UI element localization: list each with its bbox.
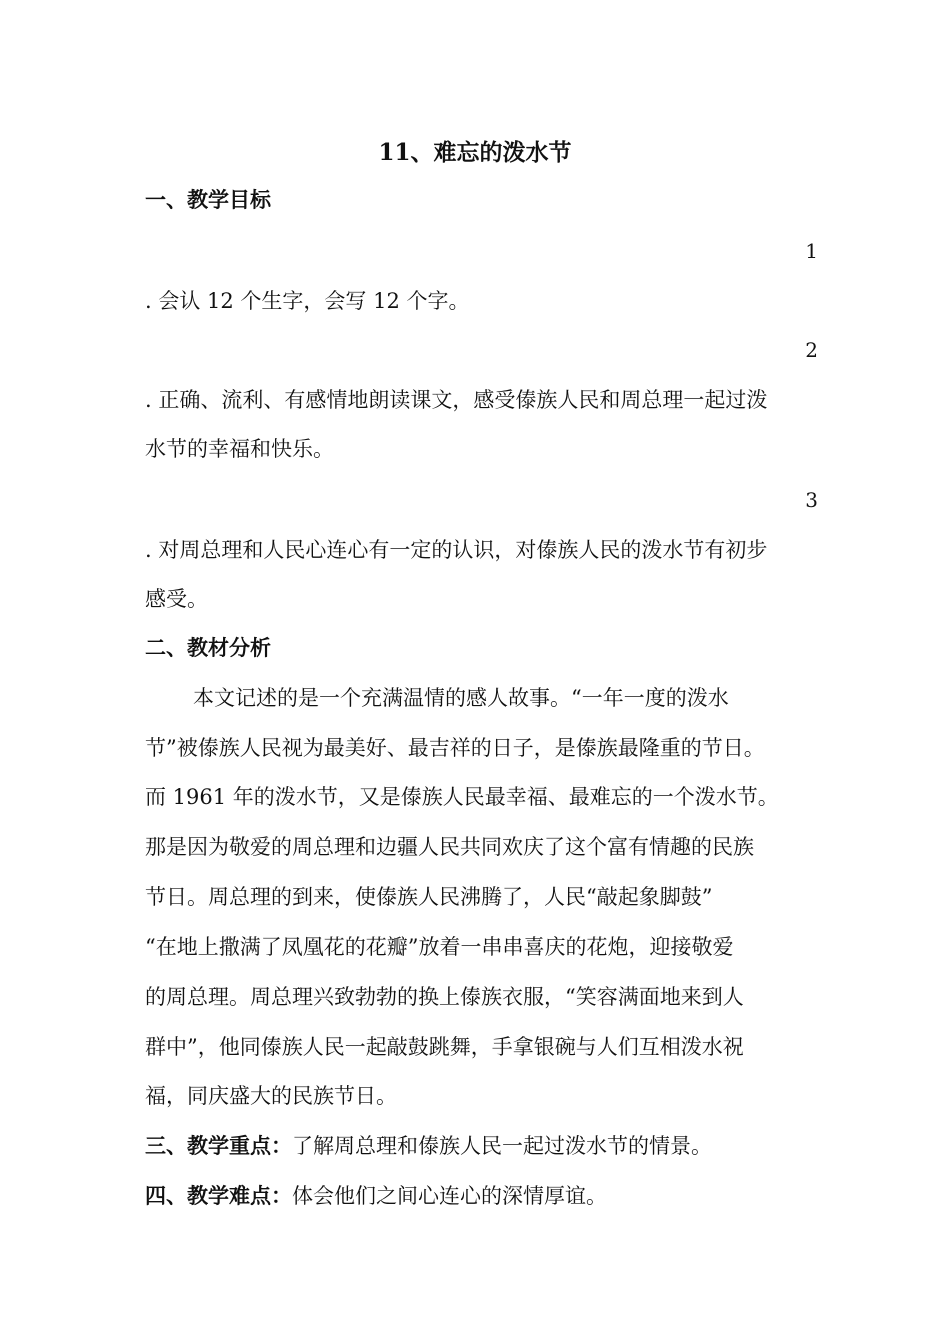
- analysis-line-4: 那是因为敬爱的周总理和边疆人民共同欢庆了这个富有情趣的民族: [145, 835, 754, 859]
- analysis-line-7: 的周总理。周总理兴致勃勃的换上傣族衣服，“笑容满面地来到人: [145, 985, 744, 1009]
- analysis-line-3: 而 1961 年的泼水节，又是傣族人民最幸福、最难忘的一个泼水节。: [145, 785, 779, 809]
- goal-3-line-2: 感受。: [145, 587, 208, 611]
- key-points-label: 三、教学重点：: [145, 1133, 292, 1158]
- analysis-line-8: 群中”，他同傣族人民一起敲鼓跳舞，手拿银碗与人们互相泼水祝: [145, 1035, 744, 1059]
- goal-1-line-1: . 会认 12 个生字，会写 12 个字。: [145, 289, 470, 313]
- difficulties-row: [145, 1178, 607, 1214]
- section-heading-material-analysis: 二、教材分析: [145, 635, 271, 660]
- goal-number-2: 2: [805, 338, 818, 362]
- analysis-line-9: 福，同庆盛大的民族节日。: [145, 1084, 397, 1108]
- analysis-line-6: “在地上撒满了凤凰花的花瓣”放着一串串喜庆的花炮，迎接敬爱: [145, 935, 734, 959]
- difficulties-text: 体会他们之间心连心的深情厚谊。: [292, 1184, 607, 1208]
- key-points-row: [145, 1128, 712, 1164]
- difficulties-label: 四、教学难点：: [145, 1183, 292, 1208]
- goal-3-line-1: . 对周总理和人民心连心有一定的认识，对傣族人民的泼水节有初步: [145, 538, 768, 562]
- goal-2-line-2: 水节的幸福和快乐。: [145, 437, 334, 461]
- analysis-line-2: 节”被傣族人民视为最美好、最吉祥的日子，是傣族最隆重的节日。: [145, 736, 765, 760]
- goal-number-1: 1: [805, 239, 818, 263]
- document-title: 11、难忘的泼水节: [378, 139, 572, 166]
- goal-2-line-1: . 正确、流利、有感情地朗读课文，感受傣族人民和周总理一起过泼: [145, 388, 768, 412]
- section-heading-teaching-goals: 一、教学目标: [145, 187, 271, 212]
- analysis-line-1: 本文记述的是一个充满温情的感人故事。“一年一度的泼水: [193, 686, 729, 710]
- analysis-line-5: 节日。周总理的到来，使傣族人民沸腾了，人民“敲起象脚鼓”: [145, 885, 713, 909]
- goal-number-3: 3: [805, 488, 818, 512]
- key-points-text: 了解周总理和傣族人民一起过泼水节的情景。: [292, 1134, 712, 1158]
